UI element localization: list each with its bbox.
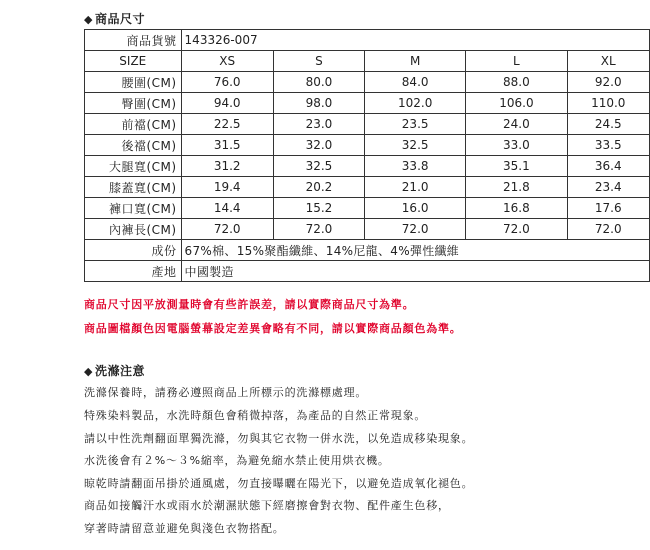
care-line: 商品如接觸汗水或雨水於潮濕狀態下經磨擦會對衣物、配件產生色移， <box>84 499 450 512</box>
size-header-cell: L <box>466 51 567 72</box>
composition-row <box>85 240 650 261</box>
table-row <box>85 198 650 219</box>
value-cell: 72.0 <box>181 219 273 240</box>
size-header-cell: XL <box>567 51 649 72</box>
size-header-cell: S <box>273 51 364 72</box>
value-cell: 92.0 <box>567 72 649 93</box>
table-row <box>85 156 650 177</box>
row-label: 後襠(CM) <box>85 135 182 156</box>
value-cell: 23.0 <box>273 114 364 135</box>
value-cell: 20.2 <box>273 177 364 198</box>
care-line: 特殊染料製品，水洗時顏色會稍微掉落，為產品的自然正常現象。 <box>84 409 427 422</box>
value-cell: 80.0 <box>273 72 364 93</box>
value-cell: 16.8 <box>466 198 567 219</box>
care-line: 洗滌保養時，請務必遵照商品上所標示的洗滌標處理。 <box>84 386 368 399</box>
composition-value: 67%棉、15%聚酯纖維、14%尼龍、4%彈性纖維 <box>181 240 649 261</box>
row-label: 膝蓋寬(CM) <box>85 177 182 198</box>
value-cell: 84.0 <box>365 72 466 93</box>
table-row <box>85 135 650 156</box>
size-header-label: SIZE <box>85 51 182 72</box>
value-cell: 31.2 <box>181 156 273 177</box>
origin-value: 中國製造 <box>181 261 649 282</box>
table-row <box>85 219 650 240</box>
value-cell: 24.5 <box>567 114 649 135</box>
value-cell: 32.0 <box>273 135 364 156</box>
value-cell: 32.5 <box>273 156 364 177</box>
table-row <box>85 177 650 198</box>
value-cell: 72.0 <box>466 219 567 240</box>
care-line: 穿著時請留意並避免與淺色衣物搭配。 <box>84 522 285 535</box>
value-cell: 106.0 <box>466 93 567 114</box>
diamond-bullet-icon: ◆ <box>84 365 93 378</box>
row-label: 褲口寬(CM) <box>85 198 182 219</box>
color-note: 商品圖檔顏色因電腦螢幕設定差異會略有不同，請以實際商品顏色為準。 <box>84 322 462 335</box>
value-cell: 72.0 <box>567 219 649 240</box>
row-label: 腰圍(CM) <box>85 72 182 93</box>
care-section-heading <box>84 362 145 379</box>
value-cell: 32.5 <box>365 135 466 156</box>
composition-label: 成份 <box>85 240 182 261</box>
size-header-row <box>85 51 650 72</box>
value-cell: 24.0 <box>466 114 567 135</box>
product-code-row <box>85 30 650 51</box>
value-cell: 110.0 <box>567 93 649 114</box>
value-cell: 14.4 <box>181 198 273 219</box>
size-table <box>84 29 650 282</box>
row-label: 內褲長(CM) <box>85 219 182 240</box>
value-cell: 98.0 <box>273 93 364 114</box>
care-section-title: 洗滌注意 <box>94 364 145 378</box>
product-code-label: 商品貨號 <box>85 30 182 51</box>
table-row <box>85 72 650 93</box>
value-cell: 88.0 <box>466 72 567 93</box>
value-cell: 35.1 <box>466 156 567 177</box>
value-cell: 19.4 <box>181 177 273 198</box>
table-row <box>85 93 650 114</box>
value-cell: 94.0 <box>181 93 273 114</box>
value-cell: 33.8 <box>365 156 466 177</box>
care-line: 請以中性洗劑翻面單獨洗滌，勿與其它衣物一併水洗，以免造成移染現象。 <box>84 432 474 445</box>
row-label: 大腿寬(CM) <box>85 156 182 177</box>
value-cell: 102.0 <box>365 93 466 114</box>
value-cell: 23.5 <box>365 114 466 135</box>
value-cell: 23.4 <box>567 177 649 198</box>
origin-row <box>85 261 650 282</box>
diamond-bullet-icon: ◆ <box>84 13 93 26</box>
value-cell: 33.0 <box>466 135 567 156</box>
value-cell: 72.0 <box>365 219 466 240</box>
value-cell: 72.0 <box>273 219 364 240</box>
measurement-note: 商品尺寸因平放測量時會有些許誤差，請以實際商品尺寸為準。 <box>84 298 415 311</box>
value-cell: 76.0 <box>181 72 273 93</box>
table-row <box>85 114 650 135</box>
row-label: 前襠(CM) <box>85 114 182 135</box>
value-cell: 22.5 <box>181 114 273 135</box>
care-line: 水洗後會有２%～３%縮率，為避免縮水禁止使用烘衣機。 <box>84 454 390 467</box>
value-cell: 16.0 <box>365 198 466 219</box>
value-cell: 33.5 <box>567 135 649 156</box>
product-code-value: 143326-007 <box>181 30 649 51</box>
care-line: 晾乾時請翻面吊掛於通風處，勿直接曝曬在陽光下，以避免造成氧化褪色。 <box>84 477 474 490</box>
size-header-cell: XS <box>181 51 273 72</box>
value-cell: 15.2 <box>273 198 364 219</box>
origin-label: 產地 <box>85 261 182 282</box>
size-section-heading <box>84 10 145 27</box>
row-label: 臀圍(CM) <box>85 93 182 114</box>
value-cell: 31.5 <box>181 135 273 156</box>
size-section-title: 商品尺寸 <box>94 12 145 26</box>
value-cell: 36.4 <box>567 156 649 177</box>
value-cell: 21.0 <box>365 177 466 198</box>
value-cell: 21.8 <box>466 177 567 198</box>
value-cell: 17.6 <box>567 198 649 219</box>
size-header-cell: M <box>365 51 466 72</box>
